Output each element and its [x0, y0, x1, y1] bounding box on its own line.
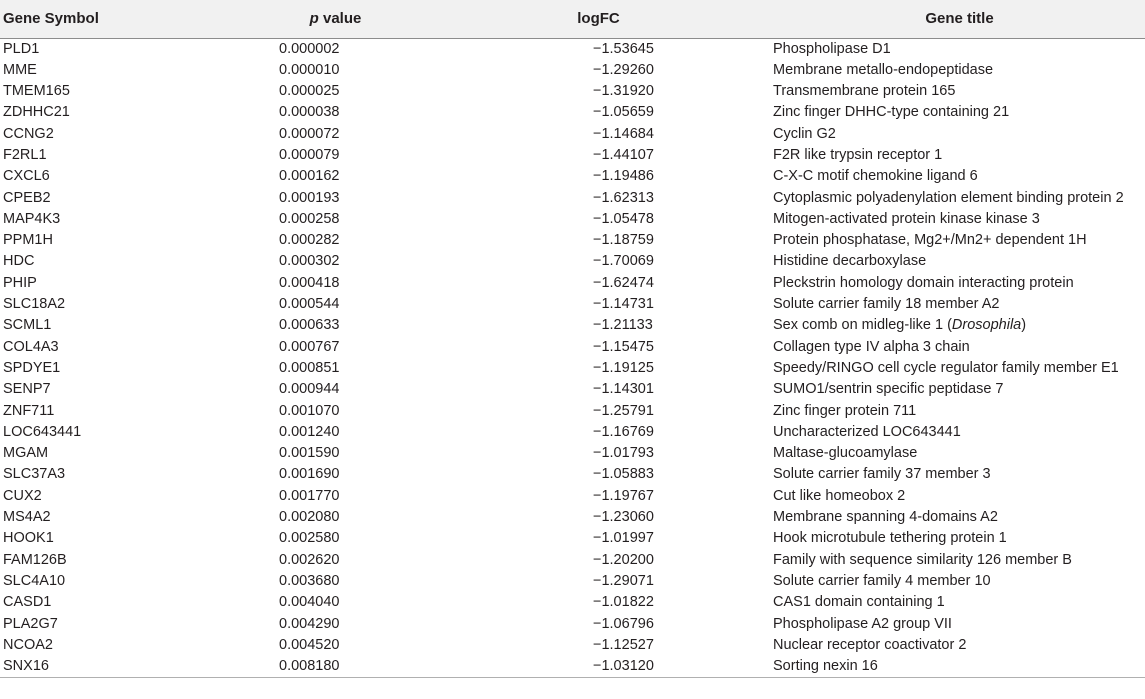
- header-gene-title: Gene title: [771, 0, 1145, 38]
- table-row: [0, 401, 1145, 422]
- logfc-cell: −1.62313: [593, 189, 654, 206]
- table-row: [0, 166, 1145, 187]
- gene-symbol-cell: COL4A3: [3, 338, 59, 355]
- p-value-cell: 0.000162: [279, 168, 340, 185]
- table-body: [0, 38, 1145, 678]
- gene-symbol-cell: CPEB2: [3, 189, 51, 206]
- gene-title-cell: Mitogen-activated protein kinase kinase 3: [773, 210, 1040, 227]
- p-value-cell: 0.000025: [279, 83, 340, 100]
- gene-symbol-cell: PLD1: [3, 40, 40, 57]
- gene-title-cell: Histidine decarboxylase: [773, 253, 927, 270]
- p-value-cell: 0.002620: [279, 551, 340, 568]
- gene-title-cell: Collagen type IV alpha 3 chain: [773, 338, 970, 355]
- logfc-cell: −1.25791: [593, 402, 654, 419]
- table-row: [0, 635, 1145, 656]
- logfc-cell: −1.14301: [593, 381, 654, 398]
- gene-title-tail: ): [1021, 317, 1027, 334]
- p-value-cell: 0.004520: [279, 636, 340, 653]
- table-header: [0, 0, 1145, 38]
- p-value-cell: 0.004290: [279, 615, 340, 632]
- table-row: [0, 528, 1145, 549]
- gene-title-cell: Protein phosphatase, Mg2+/Mn2+ dependent 1H: [773, 232, 1087, 249]
- p-value-cell: 0.001240: [279, 423, 340, 440]
- logfc-cell: −1.19767: [593, 487, 654, 504]
- gene-symbol-cell: CASD1: [3, 594, 52, 611]
- gene-symbol-cell: CXCL6: [3, 168, 50, 185]
- header-gene-symbol: Gene Symbol: [0, 0, 245, 38]
- gene-symbol-cell: SLC18A2: [3, 296, 66, 313]
- table-row: [0, 550, 1145, 571]
- p-value-cell: 0.000010: [279, 61, 340, 78]
- gene-symbol-cell: SNX16: [0, 656, 245, 678]
- gene-title-cell: Sorting nexin 16: [771, 656, 1145, 678]
- p-value-cell: 0.000418: [279, 274, 340, 291]
- gene-symbol-cell: MME: [3, 61, 37, 78]
- logfc-cell: −1.44107: [593, 146, 654, 163]
- table-row: [0, 251, 1145, 272]
- p-value-cell: 0.001590: [279, 445, 340, 462]
- gene-title-cell: Zinc finger DHHC-type containing 21: [773, 104, 1010, 121]
- logfc-cell: −1.14731: [593, 296, 654, 313]
- header-p-rest: value: [318, 10, 362, 28]
- logfc-cell: −1.16769: [593, 423, 654, 440]
- table-row: [0, 60, 1145, 81]
- logfc-cell: −1.06796: [593, 615, 654, 632]
- gene-title-cell: Uncharacterized LOC643441: [773, 423, 961, 440]
- gene-title-cell: SUMO1/sentrin specific peptidase 7: [773, 381, 1004, 398]
- table-row: [0, 124, 1145, 145]
- gene-symbol-cell: NCOA2: [3, 636, 53, 653]
- logfc-cell: −1.62474: [593, 274, 654, 291]
- p-value-cell: 0.001690: [279, 466, 340, 483]
- header-row: [0, 0, 1145, 38]
- logfc-cell: −1.12527: [593, 636, 654, 653]
- logfc-cell: −1.14684: [593, 125, 654, 142]
- p-value-cell: 0.000282: [279, 232, 340, 249]
- gene-symbol-cell: PPM1H: [3, 232, 53, 249]
- table-row: [0, 614, 1145, 635]
- gene-title-cell: Membrane spanning 4-domains A2: [773, 509, 998, 526]
- gene-symbol-cell: SPDYE1: [3, 359, 61, 376]
- gene-title-cell: Speedy/RINGO cell cycle regulator family member E1: [773, 359, 1119, 376]
- logfc-cell: −1.29260: [593, 61, 654, 78]
- gene-symbol-cell: PLA2G7: [3, 615, 58, 632]
- table-row: [0, 230, 1145, 251]
- gene-title-cell: Solute carrier family 37 member 3: [773, 466, 991, 483]
- gene-title-cell: Membrane metallo-endopeptidase: [773, 61, 994, 78]
- gene-symbol-cell: HDC: [3, 253, 35, 270]
- logfc-cell: −1.21133: [593, 317, 653, 334]
- logfc-cell: −1.31920: [593, 83, 654, 100]
- logfc-cell: −1.01997: [593, 530, 654, 547]
- gene-title-cell: Family with sequence similarity 126 member B: [773, 551, 1072, 568]
- gene-symbol-cell: SLC37A3: [3, 466, 66, 483]
- gene-symbol-cell: CCNG2: [3, 125, 54, 142]
- p-value-cell: 0.000079: [279, 146, 340, 163]
- p-value-cell: 0.000193: [279, 189, 340, 206]
- header-p-value: [245, 0, 423, 38]
- table-row: [0, 337, 1145, 358]
- logfc-cell: −1.19125: [593, 359, 654, 376]
- gene-title-cell: Transmembrane protein 165: [773, 83, 956, 100]
- gene-symbol-cell: PHIP: [3, 274, 37, 291]
- gene-title-cell: Cyclin G2: [773, 125, 836, 142]
- p-value-cell: 0.000633: [279, 317, 340, 334]
- gene-title-cell: Cut like homeobox 2: [773, 487, 906, 504]
- table-row: [0, 464, 1145, 485]
- logfc-cell: −1.29071: [593, 572, 654, 589]
- table-row: [0, 102, 1145, 123]
- gene-symbol-cell: HOOK1: [3, 530, 54, 547]
- logfc-cell: −1.53645: [593, 40, 654, 57]
- gene-symbol-cell: MAP4K3: [3, 210, 61, 227]
- logfc-cell: −1.20200: [593, 551, 654, 568]
- table-row: [0, 507, 1145, 528]
- gene-title-cell: Phospholipase A2 group VII: [773, 615, 952, 632]
- logfc-cell: −1.03120: [423, 656, 771, 678]
- gene-symbol-cell: ZDHHC21: [3, 104, 70, 121]
- logfc-cell: −1.70069: [593, 253, 654, 270]
- p-value-cell: 0.000851: [279, 359, 340, 376]
- table-row: [0, 358, 1145, 379]
- table-row: [0, 315, 1145, 336]
- table-row: [0, 273, 1145, 294]
- p-value-cell: 0.000302: [279, 253, 340, 270]
- gene-title-cell: CAS1 domain containing 1: [773, 594, 945, 611]
- logfc-cell: −1.01822: [593, 594, 654, 611]
- table-row: [0, 294, 1145, 315]
- p-value-cell: 0.001070: [279, 402, 340, 419]
- gene-title-cell: Zinc finger protein 711: [773, 402, 917, 419]
- logfc-cell: −1.01793: [593, 445, 654, 462]
- logfc-cell: −1.23060: [593, 509, 654, 526]
- gene-symbol-cell: F2RL1: [3, 146, 47, 163]
- table-row: [0, 38, 1145, 60]
- p-value-cell: 0.008180: [245, 656, 423, 678]
- table-row: [0, 486, 1145, 507]
- gene-symbol-cell: LOC643441: [3, 423, 82, 440]
- p-value-cell: 0.000944: [279, 381, 340, 398]
- gene-title-cell: Phospholipase D1: [773, 40, 891, 57]
- gene-symbol-cell: FAM126B: [3, 551, 67, 568]
- gene-title-cell: Pleckstrin homology domain interacting protein: [773, 274, 1074, 291]
- p-value-cell: 0.000258: [279, 210, 340, 227]
- logfc-cell: −1.05659: [593, 104, 654, 121]
- gene-title-cell: Hook microtubule tethering protein 1: [773, 530, 1007, 547]
- p-value-cell: 0.000038: [279, 104, 340, 121]
- p-value-cell: 0.000544: [279, 296, 340, 313]
- gene-symbol-cell: SCML1: [3, 317, 52, 334]
- table-row: [0, 443, 1145, 464]
- table-row: [0, 81, 1145, 102]
- gene-title-cell: F2R like trypsin receptor 1: [773, 146, 943, 163]
- gene-symbol-cell: TMEM165: [3, 83, 70, 100]
- gene-title-cell: Solute carrier family 4 member 10: [773, 572, 991, 589]
- logfc-cell: −1.18759: [593, 232, 654, 249]
- logfc-cell: −1.05478: [593, 210, 654, 227]
- gene-symbol-cell: CUX2: [3, 487, 42, 504]
- logfc-cell: −1.15475: [593, 338, 654, 355]
- p-value-cell: 0.004040: [279, 594, 340, 611]
- header-logfc: logFC: [423, 0, 771, 38]
- p-value-cell: 0.002580: [279, 530, 340, 547]
- gene-symbol-cell: MS4A2: [3, 509, 51, 526]
- gene-title-cell: Solute carrier family 18 member A2: [773, 296, 1000, 313]
- gene-title-text: Sex comb on midleg-like 1 (: [773, 317, 952, 334]
- p-value-cell: 0.002080: [279, 509, 340, 526]
- table-row: [0, 145, 1145, 166]
- logfc-cell: −1.19486: [593, 168, 654, 185]
- table-row: [0, 656, 1145, 678]
- logfc-cell: −1.05883: [593, 466, 654, 483]
- table-row: [0, 209, 1145, 230]
- gene-title-cell: Nuclear receptor coactivator 2: [773, 636, 967, 653]
- gene-symbol-cell: SLC4A10: [3, 572, 66, 589]
- gene-title-cell: [771, 315, 1145, 336]
- table-row: [0, 379, 1145, 400]
- p-value-cell: 0.001770: [279, 487, 340, 504]
- header-p-italic: p: [309, 10, 319, 28]
- p-value-cell: 0.003680: [279, 572, 340, 589]
- p-value-cell: 0.000767: [279, 338, 340, 355]
- gene-title-cell: Cytoplasmic polyadenylation element binding protein 2: [773, 189, 1124, 206]
- gene-symbol-cell: ZNF711: [3, 402, 55, 419]
- gene-title-italic: Drosophila: [951, 317, 1022, 334]
- table-row: [0, 422, 1145, 443]
- gene-title-cell: Maltase-glucoamylase: [773, 445, 918, 462]
- table-row: [0, 571, 1145, 592]
- gene-symbol-cell: MGAM: [3, 445, 49, 462]
- gene-symbol-cell: SENP7: [3, 381, 51, 398]
- p-value-cell: 0.000002: [279, 40, 340, 57]
- table-row: [0, 592, 1145, 613]
- table-row: [0, 188, 1145, 209]
- gene-title-cell: C-X-C motif chemokine ligand 6: [773, 168, 978, 185]
- p-value-cell: 0.000072: [279, 125, 340, 142]
